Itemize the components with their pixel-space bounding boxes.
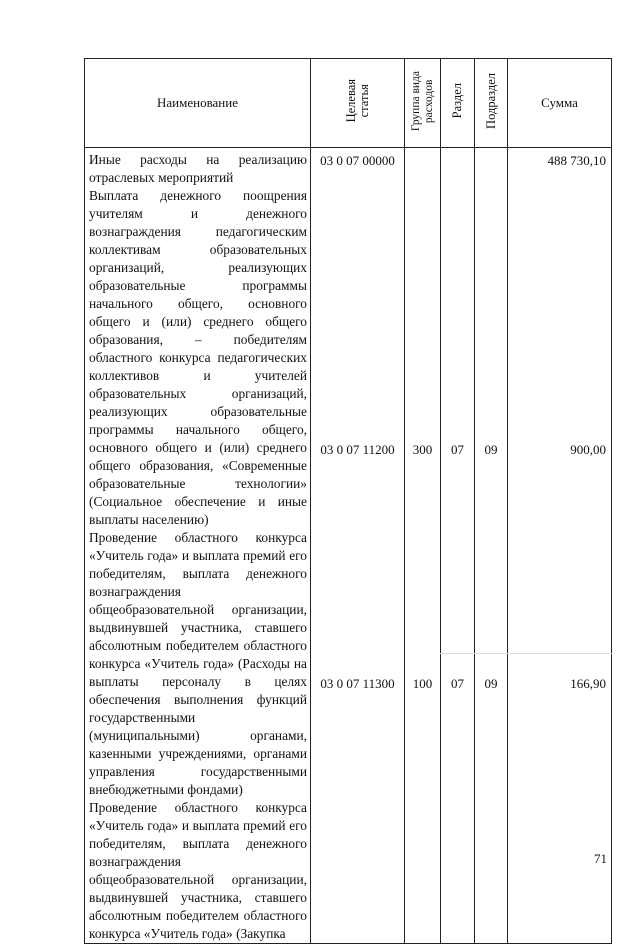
row-target: 03 0 07 11300 (320, 676, 395, 691)
row-sum: 900,00 (570, 442, 606, 457)
faint-row-divider (507, 653, 612, 654)
row-group: 100 (412, 676, 433, 691)
row-name: Проведение областного конкурса «Учитель года» и выплата премий его победителям, выплата денежного вознаграждения общеобразовательной организации, выдвинувшей участника, ставшего абсолютным победителем областного конкурса «Учитель года» (Расходы на выплаты персоналу в целях обеспечения выполнения функций государственными (муниципальными) органами, казенными учреждениями, органами управления государственными внебюджетными фондами) (89, 530, 307, 797)
header-subsection: Подраздел (475, 59, 508, 148)
sum-column (508, 148, 612, 944)
row-sum: 166,90 (570, 676, 606, 691)
target-column (311, 148, 405, 944)
row-subsection: 09 (484, 442, 498, 457)
row-name: Иные расходы на реализацию отраслевых мероприятий (89, 152, 307, 185)
name-column (85, 148, 311, 944)
faint-row-divider (440, 653, 475, 654)
header-name: Наименование (85, 59, 311, 148)
subsection-column (475, 148, 508, 944)
page-number: 71 (594, 851, 607, 866)
row-target: 03 0 07 00000 (320, 153, 395, 168)
header-group: Группа вида расходов (405, 59, 441, 148)
table-header-row (85, 59, 612, 148)
table-body-row (85, 148, 612, 944)
row-name: Проведение областного конкурса «Учитель года» и выплата премий его победителям, выплата денежного вознаграждения общеобразовательной организации, выдвинувшей участника, ставшего абсолютным победителем областного конкурса «Учитель года» (Закупка (89, 800, 307, 941)
row-group: 300 (412, 442, 433, 457)
section-column (441, 148, 475, 944)
row-section: 07 (451, 442, 464, 457)
header-target: Целевая статья (311, 59, 405, 148)
budget-table (84, 58, 612, 944)
header-sum: Сумма (508, 59, 612, 148)
row-name: Выплата денежного поощрения учителям и денежного вознаграждения педагогическим коллективам образовательных организаций, реализующих образовательные программы начального общего, основного общего и (или) среднего общего образования, – победителям областного конкурса педагогических коллективов и учителей образовательных организаций, реализующих образовательные программы начального общего, основного общего и (или) среднего общего образования, «Современные образовательные технологии» (Социальное обеспечение и иные выплаты населению) (89, 188, 307, 527)
faint-row-divider (474, 653, 508, 654)
row-target: 03 0 07 11200 (320, 442, 395, 457)
header-section: Раздел (441, 59, 475, 148)
group-column (405, 148, 441, 944)
row-sum: 488 730,10 (547, 153, 606, 168)
row-section: 07 (451, 676, 464, 691)
row-subsection: 09 (484, 676, 498, 691)
